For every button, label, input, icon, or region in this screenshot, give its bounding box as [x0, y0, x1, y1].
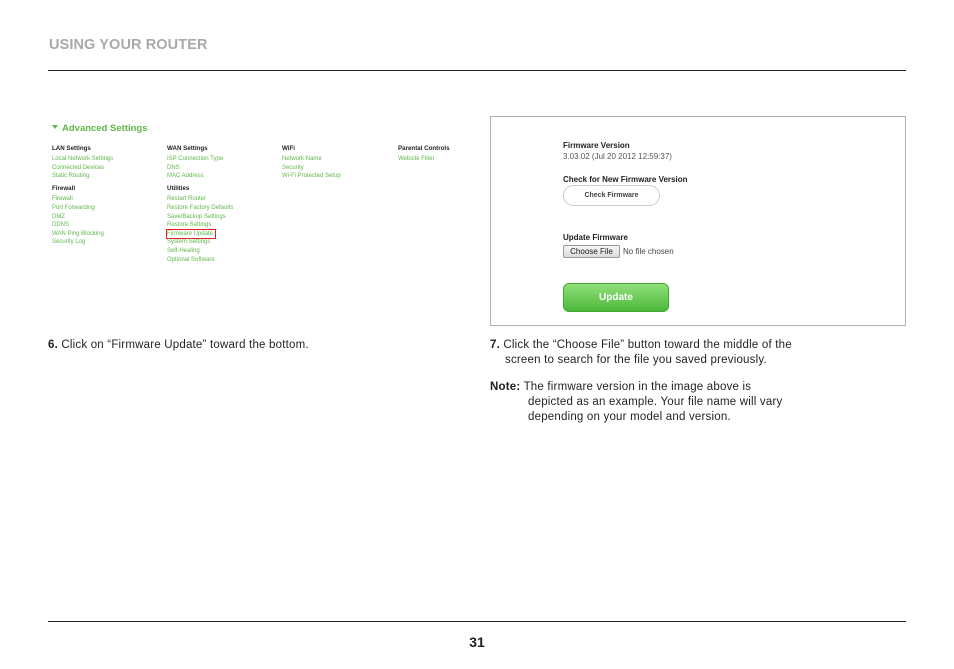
settings-link-label: Firewall [52, 196, 73, 203]
firmware-version-value: 3.03.02 (Jul 20 2012 12:59:37) [563, 152, 672, 161]
settings-link[interactable] [167, 164, 233, 173]
settings-link[interactable] [167, 195, 233, 204]
step-6-text: Click on “Firmware Update” toward the bottom. [61, 339, 309, 351]
settings-link-label: ISP Connection Type [167, 156, 224, 162]
step-7-number: 7. [490, 339, 500, 351]
settings-link[interactable] [52, 164, 113, 173]
step-7-line-2: screen to search for the file you saved previously. [505, 354, 767, 366]
settings-link-label: Restore Factory Defaults [167, 204, 234, 211]
settings-section-heading: WAN Settings [167, 145, 208, 152]
note-label: Note: [490, 381, 521, 393]
choose-file-button[interactable]: Choose File [563, 245, 620, 258]
settings-link[interactable] [52, 230, 113, 239]
page-number: 31 [469, 634, 485, 650]
settings-link-label: Optional Software [167, 256, 215, 263]
settings-link-label: MAC Address [167, 173, 204, 180]
settings-link[interactable] [52, 238, 113, 247]
settings-column [52, 145, 113, 247]
triangle-down-icon [52, 125, 58, 129]
settings-link-label: Security Log [52, 239, 86, 246]
settings-link[interactable] [282, 155, 341, 164]
settings-link-label: System Settings [167, 239, 211, 246]
settings-link-label: Security [282, 164, 304, 171]
settings-link[interactable] [167, 238, 233, 247]
settings-link-label: Restore Settings [167, 222, 212, 229]
settings-link-label: DDNS [52, 222, 70, 229]
settings-link-label: DMZ [52, 213, 65, 220]
footer-divider [48, 621, 906, 622]
settings-link[interactable] [167, 155, 233, 164]
settings-link[interactable] [282, 172, 341, 181]
firmware-screenshot [490, 116, 906, 326]
note-caption [490, 380, 782, 425]
settings-column [398, 145, 450, 164]
settings-link[interactable] [52, 204, 113, 213]
settings-section-heading: Utilities [167, 185, 190, 193]
settings-link[interactable] [167, 247, 233, 256]
settings-link[interactable] [52, 221, 113, 230]
settings-section-heading: LAN Settings [52, 145, 91, 152]
settings-link[interactable] [167, 213, 233, 222]
settings-link-label: Port Forwarding [52, 204, 95, 211]
settings-section-heading: WiFi [282, 145, 296, 152]
step-7-line-1: Click the “Choose File” button toward the middle of the [503, 339, 792, 351]
settings-link[interactable] [398, 155, 450, 164]
settings-column [167, 145, 233, 264]
settings-link[interactable] [167, 230, 233, 239]
note-line-3: depending on your model and version. [528, 411, 731, 423]
update-button[interactable]: Update [563, 283, 669, 312]
settings-link-label: Local Network Settings [52, 156, 114, 162]
settings-link-label: Wi-Fi Protected Setup [282, 173, 341, 180]
settings-link-label: Connected Devices [52, 164, 105, 171]
settings-link[interactable] [167, 256, 233, 265]
settings-link-label: Firmware Update [167, 230, 214, 237]
settings-link[interactable] [52, 172, 113, 181]
settings-link[interactable] [167, 221, 233, 230]
settings-link-label: Network Name [282, 156, 322, 162]
header-divider [48, 70, 906, 71]
settings-section-heading: Parental Controls [398, 145, 450, 152]
settings-link-label: Restart Router [167, 196, 207, 203]
page-header-title: USING YOUR ROUTER [49, 37, 208, 53]
settings-link-label: Website Filter [398, 156, 435, 162]
step-7-caption [490, 338, 792, 368]
settings-section-heading: Firewall [52, 185, 76, 193]
settings-link-label: WAN Ping Blocking [52, 230, 104, 237]
settings-column [282, 145, 341, 181]
advanced-settings-heading[interactable] [52, 123, 148, 134]
no-file-status: No file chosen [623, 247, 674, 256]
update-firmware-label: Update Firmware [563, 233, 628, 242]
settings-link-label: DNS [167, 164, 180, 171]
check-firmware-label: Check for New Firmware Version [563, 175, 688, 184]
settings-link-label: Self-Healing [167, 247, 200, 254]
settings-link[interactable] [167, 204, 233, 213]
step-6-caption [48, 338, 309, 353]
advanced-settings-label: Advanced Settings [62, 123, 148, 134]
settings-link[interactable] [52, 155, 113, 164]
step-6-number: 6. [48, 339, 58, 351]
settings-link[interactable] [52, 195, 113, 204]
note-line-1: The firmware version in the image above is [523, 381, 752, 393]
firmware-version-label: Firmware Version [563, 141, 630, 150]
check-firmware-button[interactable]: Check Firmware [563, 185, 660, 206]
settings-link-label: Save/Backup Settings [167, 213, 226, 220]
settings-link[interactable] [282, 164, 341, 173]
settings-link-label: Static Routing [52, 173, 90, 180]
settings-link[interactable] [167, 172, 233, 181]
note-line-2: depicted as an example. Your file name will vary [528, 396, 783, 408]
settings-link[interactable] [52, 213, 113, 222]
